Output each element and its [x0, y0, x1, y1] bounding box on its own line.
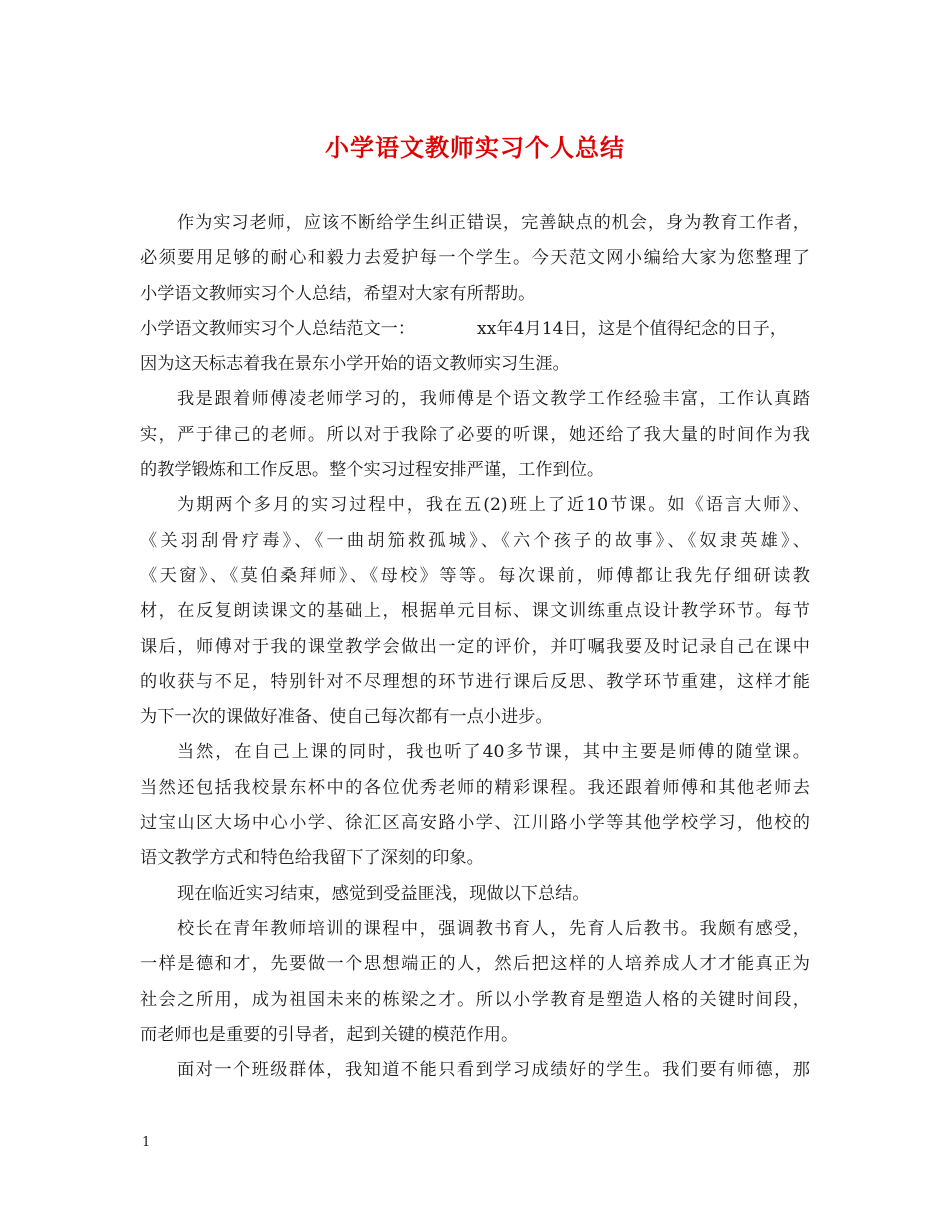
section-text: xx年4月14日，这是个值得纪念的日子，	[477, 319, 788, 339]
paragraph-line: 语文教学方式和特色给我留下了深刻的印象。	[140, 848, 484, 868]
paragraph-line: 的收获与不足，特别针对不尽理想的环节进行课后反思、教学环节重建，这样才能	[140, 672, 810, 692]
paragraph-line: 我是跟着师傅凌老师学习的，我师傅是个语文教学工作经验丰富，工作认真踏	[177, 389, 810, 409]
paragraph-line: 作为实习老师，应该不断给学生纠正错误，完善缺点的机会，身为教育工作者，	[177, 213, 810, 233]
paragraph-line: 面对一个班级群体，我知道不能只看到学习成绩好的学生。我们要有师德，那	[177, 1060, 810, 1080]
paragraph-line: 材，在反复朗读课文的基础上，根据单元目标、课文训练重点设计教学环节。每节	[140, 601, 810, 621]
paragraph-line	[140, 311, 810, 347]
paragraph-line: 的教学锻炼和工作反思。整个实习过程安排严谨，工作到位。	[140, 460, 605, 480]
paragraph-line: 实，严于律己的老师。所以对于我除了必要的听课，她还给了我大量的时间作为我	[140, 425, 810, 445]
paragraph-line: 《关羽刮骨疗毒》、《一曲胡笳救孤城》、《六个孩子的故事》、《奴隶英雄》、	[140, 531, 810, 551]
paragraph-line: 因为这天标志着我在景东小学开始的语文教师实习生涯。	[140, 354, 570, 374]
paragraph-line: 必须要用足够的耐心和毅力去爱护每一个学生。今天范文网小编给大家为您整理了	[140, 248, 810, 268]
section-heading: 小学语文教师实习个人总结范文一：	[140, 319, 416, 339]
paragraph-line: 为期两个多月的实习过程中，我在五(2)班上了近10节课。如《语言大师》、	[177, 495, 810, 515]
paragraph-line: 课后，师傅对于我的课堂教学会做出一定的评价，并叮嘱我要及时记录自己在课中	[140, 637, 810, 657]
paragraph-line: 为下一次的课做好准备、使自己每次都有一点小进步。	[140, 707, 553, 727]
paragraph-line: 社会之所用，成为祖国未来的栋梁之才。所以小学教育是塑造人格的关键时间段，	[140, 990, 810, 1010]
paragraph-line: 当然还包括我校景东杯中的各位优秀老师的精彩课程。我还跟着师傅和其他老师去	[140, 778, 810, 798]
paragraph-line: 校长在青年教师培训的课程中，强调教书育人，先育人后教书。我颇有感受，	[177, 919, 810, 939]
paragraph-line: 《天窗》、《莫伯桑拜师》、《母校》等等。每次课前，师傅都让我先仔细研读教	[140, 566, 810, 586]
paragraph-line: 现在临近实习结束，感觉到受益匪浅，现做以下总结。	[177, 884, 590, 904]
page-number: 1	[142, 1135, 151, 1150]
document-title: 小学语文教师实习个人总结	[325, 133, 625, 162]
paragraph-line: 当然，在自己上课的同时，我也听了40多节课，其中主要是师傅的随堂课。	[177, 742, 810, 762]
paragraph-line: 过宝山区大场中心小学、徐汇区高安路小学、江川路小学等其他学校学习，他校的	[140, 813, 810, 833]
paragraph-line: 小学语文教师实习个人总结，希望对大家有所帮助。	[140, 284, 536, 304]
paragraph-line: 而老师也是重要的引导者，起到关键的模范作用。	[140, 1025, 519, 1045]
paragraph-line: 一样是德和才，先要做一个思想端正的人，然后把这样的人培养成人才才能真正为	[140, 954, 810, 974]
